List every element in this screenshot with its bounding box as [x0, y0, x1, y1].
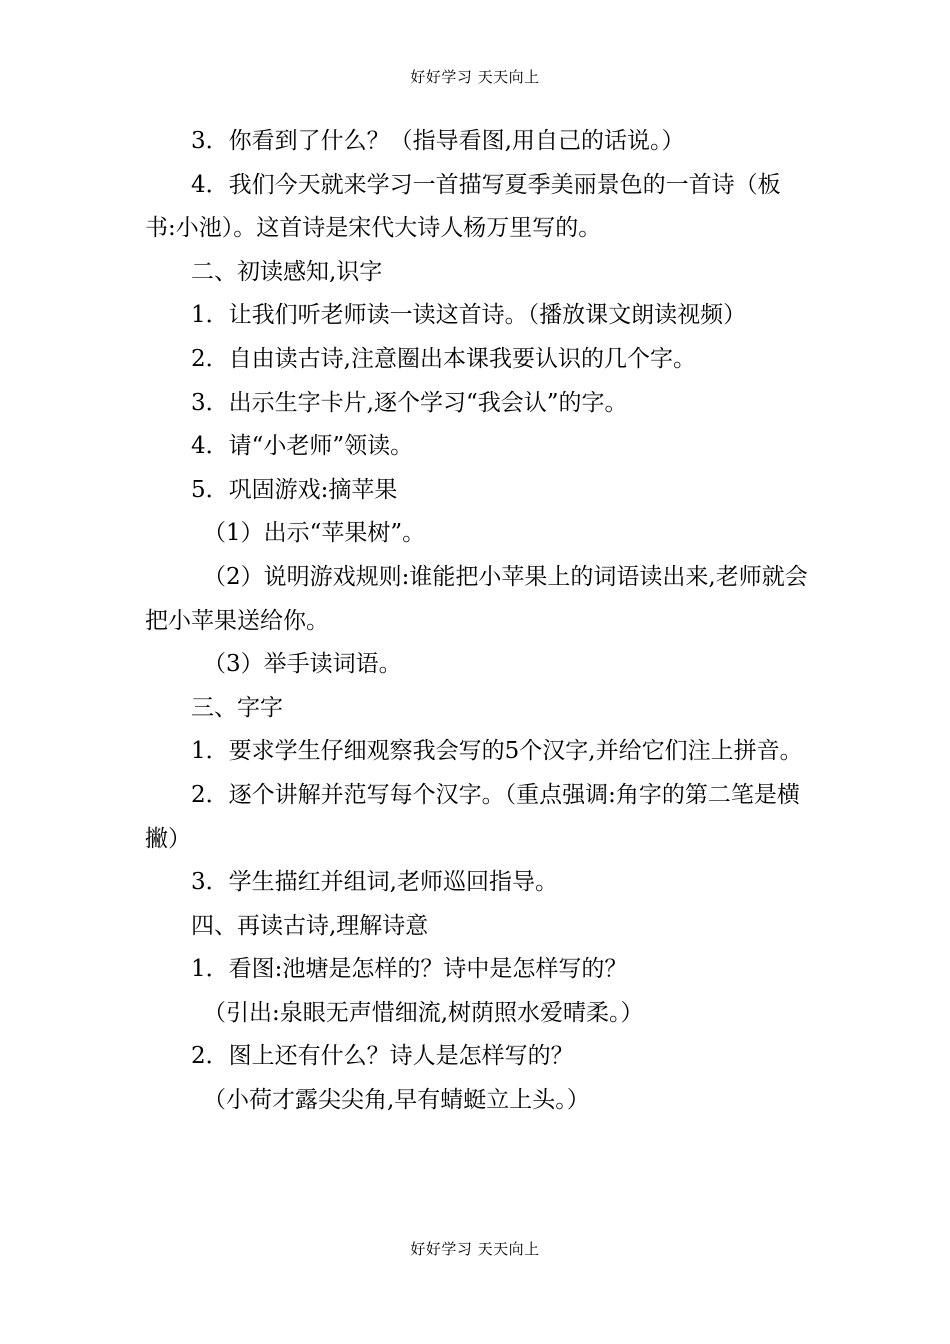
sub-paragraph: （3）举手读词语。 — [203, 651, 402, 678]
paragraph: 5．巩固游戏:摘苹果 — [191, 476, 398, 503]
paragraph: 4．我们今天就来学习一首描写夏季美丽景色的一首诗（板书:小池）。这首诗是宋代大诗人杨万里写的。 — [145, 171, 781, 242]
section-heading: 三、字字 — [191, 694, 283, 721]
paragraph: 2．逐个讲解并范写每个汉字。（重点强调:角字的第二笔是横撇） — [145, 781, 800, 852]
sub-paragraph: （1）出示“苹果树”。 — [203, 520, 426, 547]
paragraph: 3．你看到了什么？（指导看图,用自己的话说。） — [191, 128, 685, 154]
paragraph: 3．出示生字卡片,逐个学习“我会认”的字。 — [191, 389, 628, 416]
document-body — [145, 120, 810, 1123]
sub-paragraph: （引出:泉眼无声惜细流,树荫照水爱晴柔。） — [203, 999, 644, 1026]
paragraph: 2．自由读古诗,注意圈出本课我要认识的几个字。 — [191, 345, 696, 372]
paragraph: 4．请“小老师”领读。 — [191, 433, 414, 460]
paragraph: 2．图上还有什么？诗人是怎样写的？ — [191, 1043, 574, 1070]
paragraph: 1．让我们听老师读一读这首诗。（播放课文朗读视频） — [191, 302, 747, 329]
paragraph: 3．学生描红并组词,老师巡回指导。 — [191, 869, 558, 896]
sub-paragraph: （小荷才露尖尖角,早有蜻蜓立上头。） — [203, 1087, 590, 1114]
paragraph: 1．要求学生仔细观察我会写的5个汉字,并给它们注上拼音。 — [191, 738, 803, 765]
sub-paragraph: （2）说明游戏规则:谁能把小苹果上的词语读出来,老师就会把小苹果送给你。 — [145, 563, 808, 634]
section-heading: 四、再读古诗,理解诗意 — [191, 912, 429, 939]
page-header: 好好学习 天天向上 — [410, 68, 540, 86]
paragraph: 1．看图:池塘是怎样的？诗中是怎样写的？ — [191, 956, 628, 983]
section-heading: 二、初读感知,识字 — [191, 258, 383, 285]
page-footer: 好好学习 天天向上 — [410, 1240, 540, 1258]
